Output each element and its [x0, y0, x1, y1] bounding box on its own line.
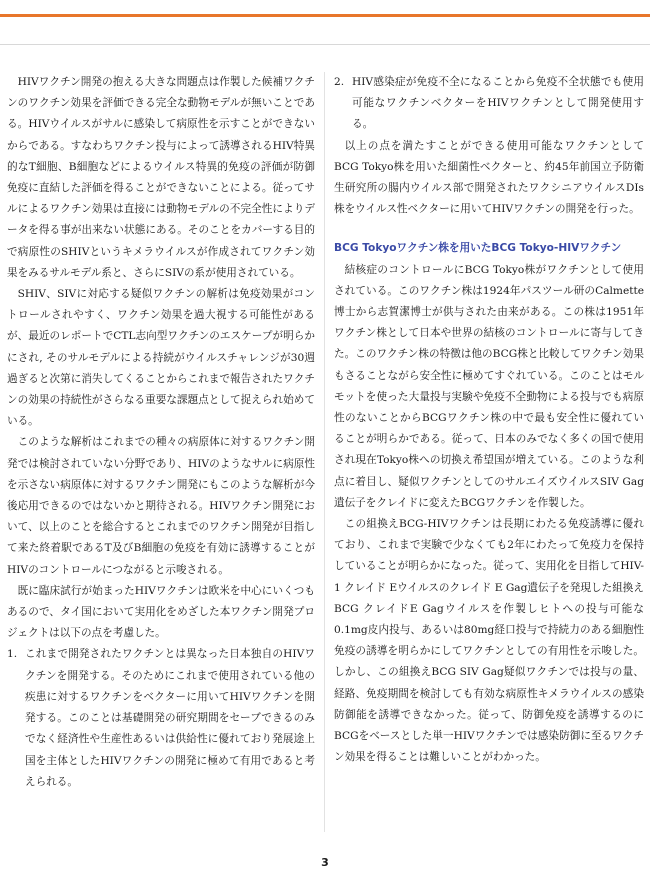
paragraph: 結核症のコントロールにBCG Tokyo株がワクチンとして使用されている。このワクチン株は1924年パスツール研のCalmette博士から志賀潔博士が供与された由来がある。この株は1951年ワクチン株として日本や世界の結核のコントロールに寄与してきた。このワクチン株の特徴は他のBCG株と比較してワクチン効果もさることながら安全性に極めてすぐれている。このことはモルモットを使った大量投与実験や免疫不全動物による投与でも病原性のないことからBCGワクチン株の中で最も安全性に優れていることが明らかである。従って、日本のみでなく多くの国で使用され現在Tokyo株への切換え希望国が増えている。このような利点に着目し、疑似ワクチンとしてのサルエイズウイルスSIV Gag遺伝子をクレイドに変えたBCGワクチンを作製した。	[334, 263, 644, 509]
list-text: これまで開発されたワクチンとは異なった日本独自のHIVワクチンを開発する。そのためにこれまで使用されている他の疾患に対するワクチンをベクターに用いてHIVワクチンを開発する。このことは基礎開発の研究期間をセーブできるのみでなく経済性や生産性あるいは供給性に優れており発展途上国を主体としたHIVワクチンの開発に極めて有用であると考えられる。	[25, 648, 315, 788]
column-divider	[324, 72, 325, 832]
paragraph: 既に臨床試行が始まったHIVワクチンは欧米を中心にいくつもあるので、タイ国において実用化をめざした本ワクチン開発プロジェクトは以下の点を考慮した。	[7, 584, 315, 640]
paragraph: HIVワクチン開発の抱える大きな問題点は作製した候補ワクチンのワクチン効果を評価できる完全な動物モデルが無いことである。HIVウイルスがサルに感染して病原性を示すことができないからである。すなわちワクチン投与によって誘導されるHIV特異的なT細胞、B細胞などによるウイルス特異的免疫の評価が防御免疫に直結した評価を得ることができないことによる。従ってサルによるワクチン効果は直接には動物モデルの不完全性によりデータを得る事が出来ない状態にある。そのことをカバーする目的で病原性のSHIVというキメラウイルスが作成されてワクチン効果をみるサルモデル系と、さらにSIVの系が使用されている。	[7, 76, 315, 279]
header-accent-rule	[0, 14, 650, 17]
left-column	[7, 72, 315, 793]
header-divider	[0, 44, 650, 45]
section-heading: BCG Tokyoワクチン株を用いたBCG Tokyo-HIVワクチン	[334, 242, 622, 255]
paragraph: この組換えBCG-HIVワクチンは長期にわたる免疫誘導に優れており、これまで実験で少なくても2年にわたって免疫力を保持していることが明らかになった。従って、実用化を目指してHIV-1 クレイド Eウイルスのクレイド E Gag遺伝子を発現した組換えBCG クレイドE Gagウイルスを作製しヒトへの投与可能な0.1mg皮内投与、あるいは80mg経口投与で持続力のある細胞性免疫の誘導を明らかにしてワクチンとしての有用性を示唆した。しかし、この組換えBCG SIV Gag疑似ワクチンでは投与の量、経路、免疫期間を検討しても有効な病原性キメラウイルスの感染防御能を誘導できなかった。従って、防御免疫を誘導するのにBCGをベースとした単一HIVワクチンでは感染防御に至るワクチン効果を得ることは難しいことがわかった。	[334, 518, 644, 764]
page-number: 3	[321, 856, 329, 869]
list-number: 1.	[7, 648, 18, 661]
list-item	[7, 644, 315, 792]
list-number: 2.	[334, 76, 345, 88]
paragraph: SHIV、SIVに対応する疑似ワクチンの解析は免疫効果がコントロールされやすく、ワクチン効果を過大視する可能性があるが、最近のレポートでCTL志向型ワクチンのエスケープが明らかにされ, そのサルモデルによる持続がウイルスチャレンジが30週過ぎると次第に消失してくることからこれまで報告されたワクチンの効果の持続性がさらなる重要な課題点として捉えられ始めている。	[7, 288, 315, 428]
right-column	[334, 72, 644, 769]
list-text: HIV感染症が免疫不全になることから免疫不全状態でも使用可能なワクチンベクターをHIVワクチンとして開発使用する。	[352, 76, 644, 131]
list-item	[334, 72, 644, 136]
paragraph: 以上の点を満たすことができる使用可能なワクチンとしてBCG Tokyo株を用いた細菌性ベクターと、約45年前国立予防衛生研究所の腸内ウイルス部で開発されたワクシニアウイルスDIs株をウイルス性ベクターに用いてHIVワクチンの開発を行った。	[334, 139, 644, 216]
paragraph: このような解析はこれまでの種々の病原体に対するワクチン開発では検討されていない分野であり、HIVのようなサルに病原性を示さない病原体に対するワクチン開発にもこのような解析が今後応用できるのではないかと期待される。HIVワクチン開発において、以上のことを総合するとこれまでのワクチン開発が目指して来た終着駅であるT及びB細胞の免疫を有効に誘導することがHIVのコントロールにつながると示唆される。	[7, 436, 315, 576]
